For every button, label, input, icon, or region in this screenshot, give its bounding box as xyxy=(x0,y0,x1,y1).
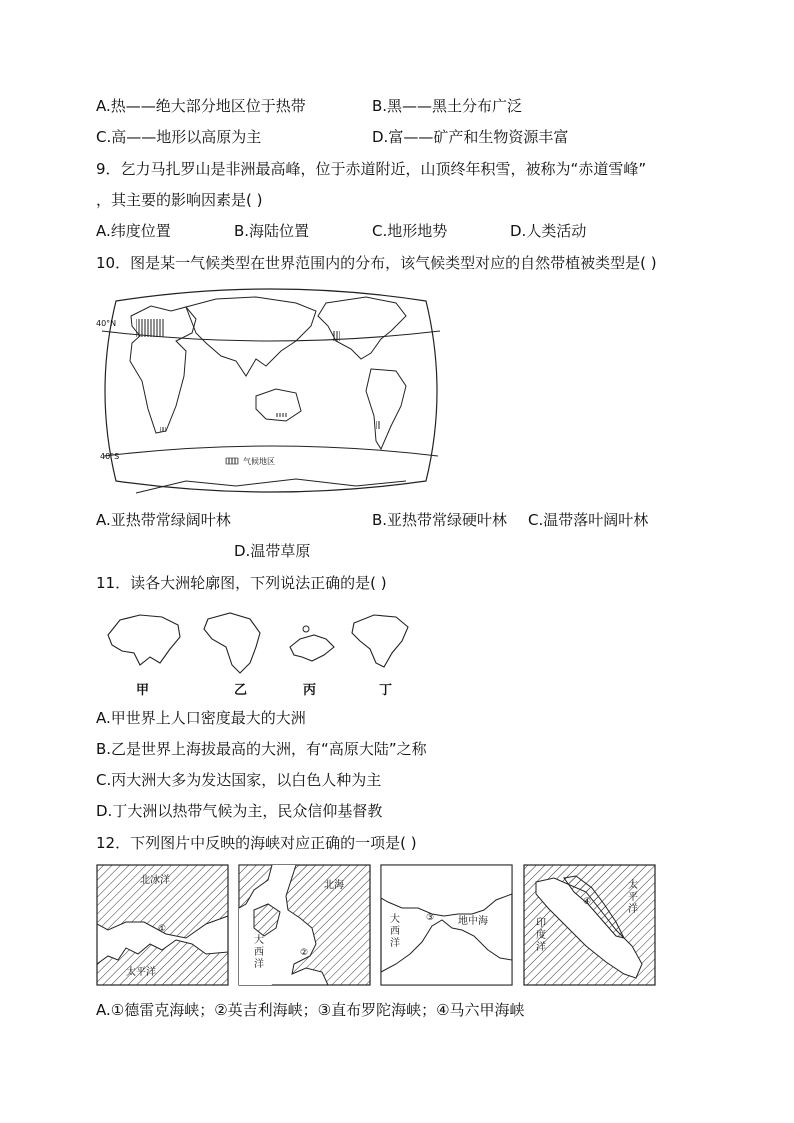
q8-option-a: A.热——绝大部分地区位于热带 xyxy=(96,97,306,115)
q11-option-b: B.乙是世界上海拔最高的大洲，有“高原大陆”之称 xyxy=(96,740,427,758)
map2-label-ocean: 大西洋 xyxy=(254,935,264,970)
q9-option-b: B.海陆位置 xyxy=(234,222,310,240)
q9-option-c: C.地形地势 xyxy=(372,222,448,240)
map3-label-right: 地中海 xyxy=(458,916,488,927)
q8-option-b: B.黑——黑土分布广泛 xyxy=(372,97,523,115)
q9-option-d: D.人类活动 xyxy=(510,222,587,240)
continent-bing-outline xyxy=(290,635,334,661)
map-legend-label: 气候地区 xyxy=(243,457,275,466)
map3-strait-number: ③ xyxy=(426,913,435,923)
map4-strait-number: ④ xyxy=(583,897,592,907)
map1-strait-number: ① xyxy=(158,924,167,934)
q10-option-b: B.亚热带常绿硬叶林 xyxy=(372,511,508,529)
mediterranean-europe-area xyxy=(136,319,164,337)
q12-stem: 12．下列图片中反映的海峡对应正确的一项是( ) xyxy=(96,834,417,852)
map3-label-left: 大西洋 xyxy=(390,914,400,949)
map4-label-left: 印度洋 xyxy=(536,918,546,953)
q10-option-a: A.亚热带常绿阔叶林 xyxy=(96,511,231,529)
q9-stem-line1: 9．乞力马扎罗山是非洲最高峰，位于赤道附近，山顶终年积雪，被称为“赤道雪峰” xyxy=(96,160,647,178)
map2-strait-number: ② xyxy=(300,948,309,958)
legend-swatch xyxy=(226,458,238,464)
q8-option-c: C.高——地形以高原为主 xyxy=(96,128,262,146)
q11-option-a: A.甲世界上人口密度最大的大洲 xyxy=(96,709,306,727)
map1-label-top: 北冰洋 xyxy=(140,875,170,886)
q11-stem: 11．读各大洲轮廓图，下列说法正确的是( ) xyxy=(96,574,387,592)
q10-option-c: C.温带落叶阔叶林 xyxy=(528,511,649,529)
q8-option-d: D.富——矿产和生物资源丰富 xyxy=(372,128,569,146)
map2-label-sea: 北海 xyxy=(324,880,344,891)
q9-stem-line2: ，其主要的影响因素是( ) xyxy=(96,191,263,209)
label-ding: 丁 xyxy=(379,683,393,698)
world-climate-map xyxy=(96,281,446,501)
continent-jia-outline xyxy=(108,615,180,665)
continent-ding-outline xyxy=(352,615,408,667)
q10-stem: 10．图是某一气候类型在世界范围内的分布，该气候类型对应的自然带植被类型是( ) xyxy=(96,254,657,272)
label-bing: 丙 xyxy=(303,683,317,698)
continent-yi-outline xyxy=(204,613,260,673)
q10-option-d: D.温带草原 xyxy=(234,542,311,560)
map1-label-bottom: 太平洋 xyxy=(126,967,156,978)
lat-40s-label: 40°S xyxy=(100,452,120,461)
continent-outlines xyxy=(100,605,420,680)
label-jia: 甲 xyxy=(136,683,150,698)
strait-maps xyxy=(96,864,656,988)
q11-option-c: C.丙大洲大多为发达国家，以白色人种为主 xyxy=(96,771,382,789)
map4-label-right: 太平洋 xyxy=(628,880,638,915)
mediterranean-australia-area xyxy=(276,413,288,417)
q9-option-a: A.纬度位置 xyxy=(96,222,171,240)
mediterranean-na-area xyxy=(332,331,340,341)
lat-40n-label: 40°N xyxy=(96,319,117,328)
mediterranean-sa-area xyxy=(376,421,380,429)
label-yi: 乙 xyxy=(234,683,248,698)
mediterranean-africa-area xyxy=(160,427,166,432)
q11-option-d: D.丁大洲以热带气候为主，民众信仰基督教 xyxy=(96,802,383,820)
q12-option-a: A.①德雷克海峡；②英吉利海峡；③直布罗陀海峡；④马六甲海峡 xyxy=(96,1001,525,1019)
